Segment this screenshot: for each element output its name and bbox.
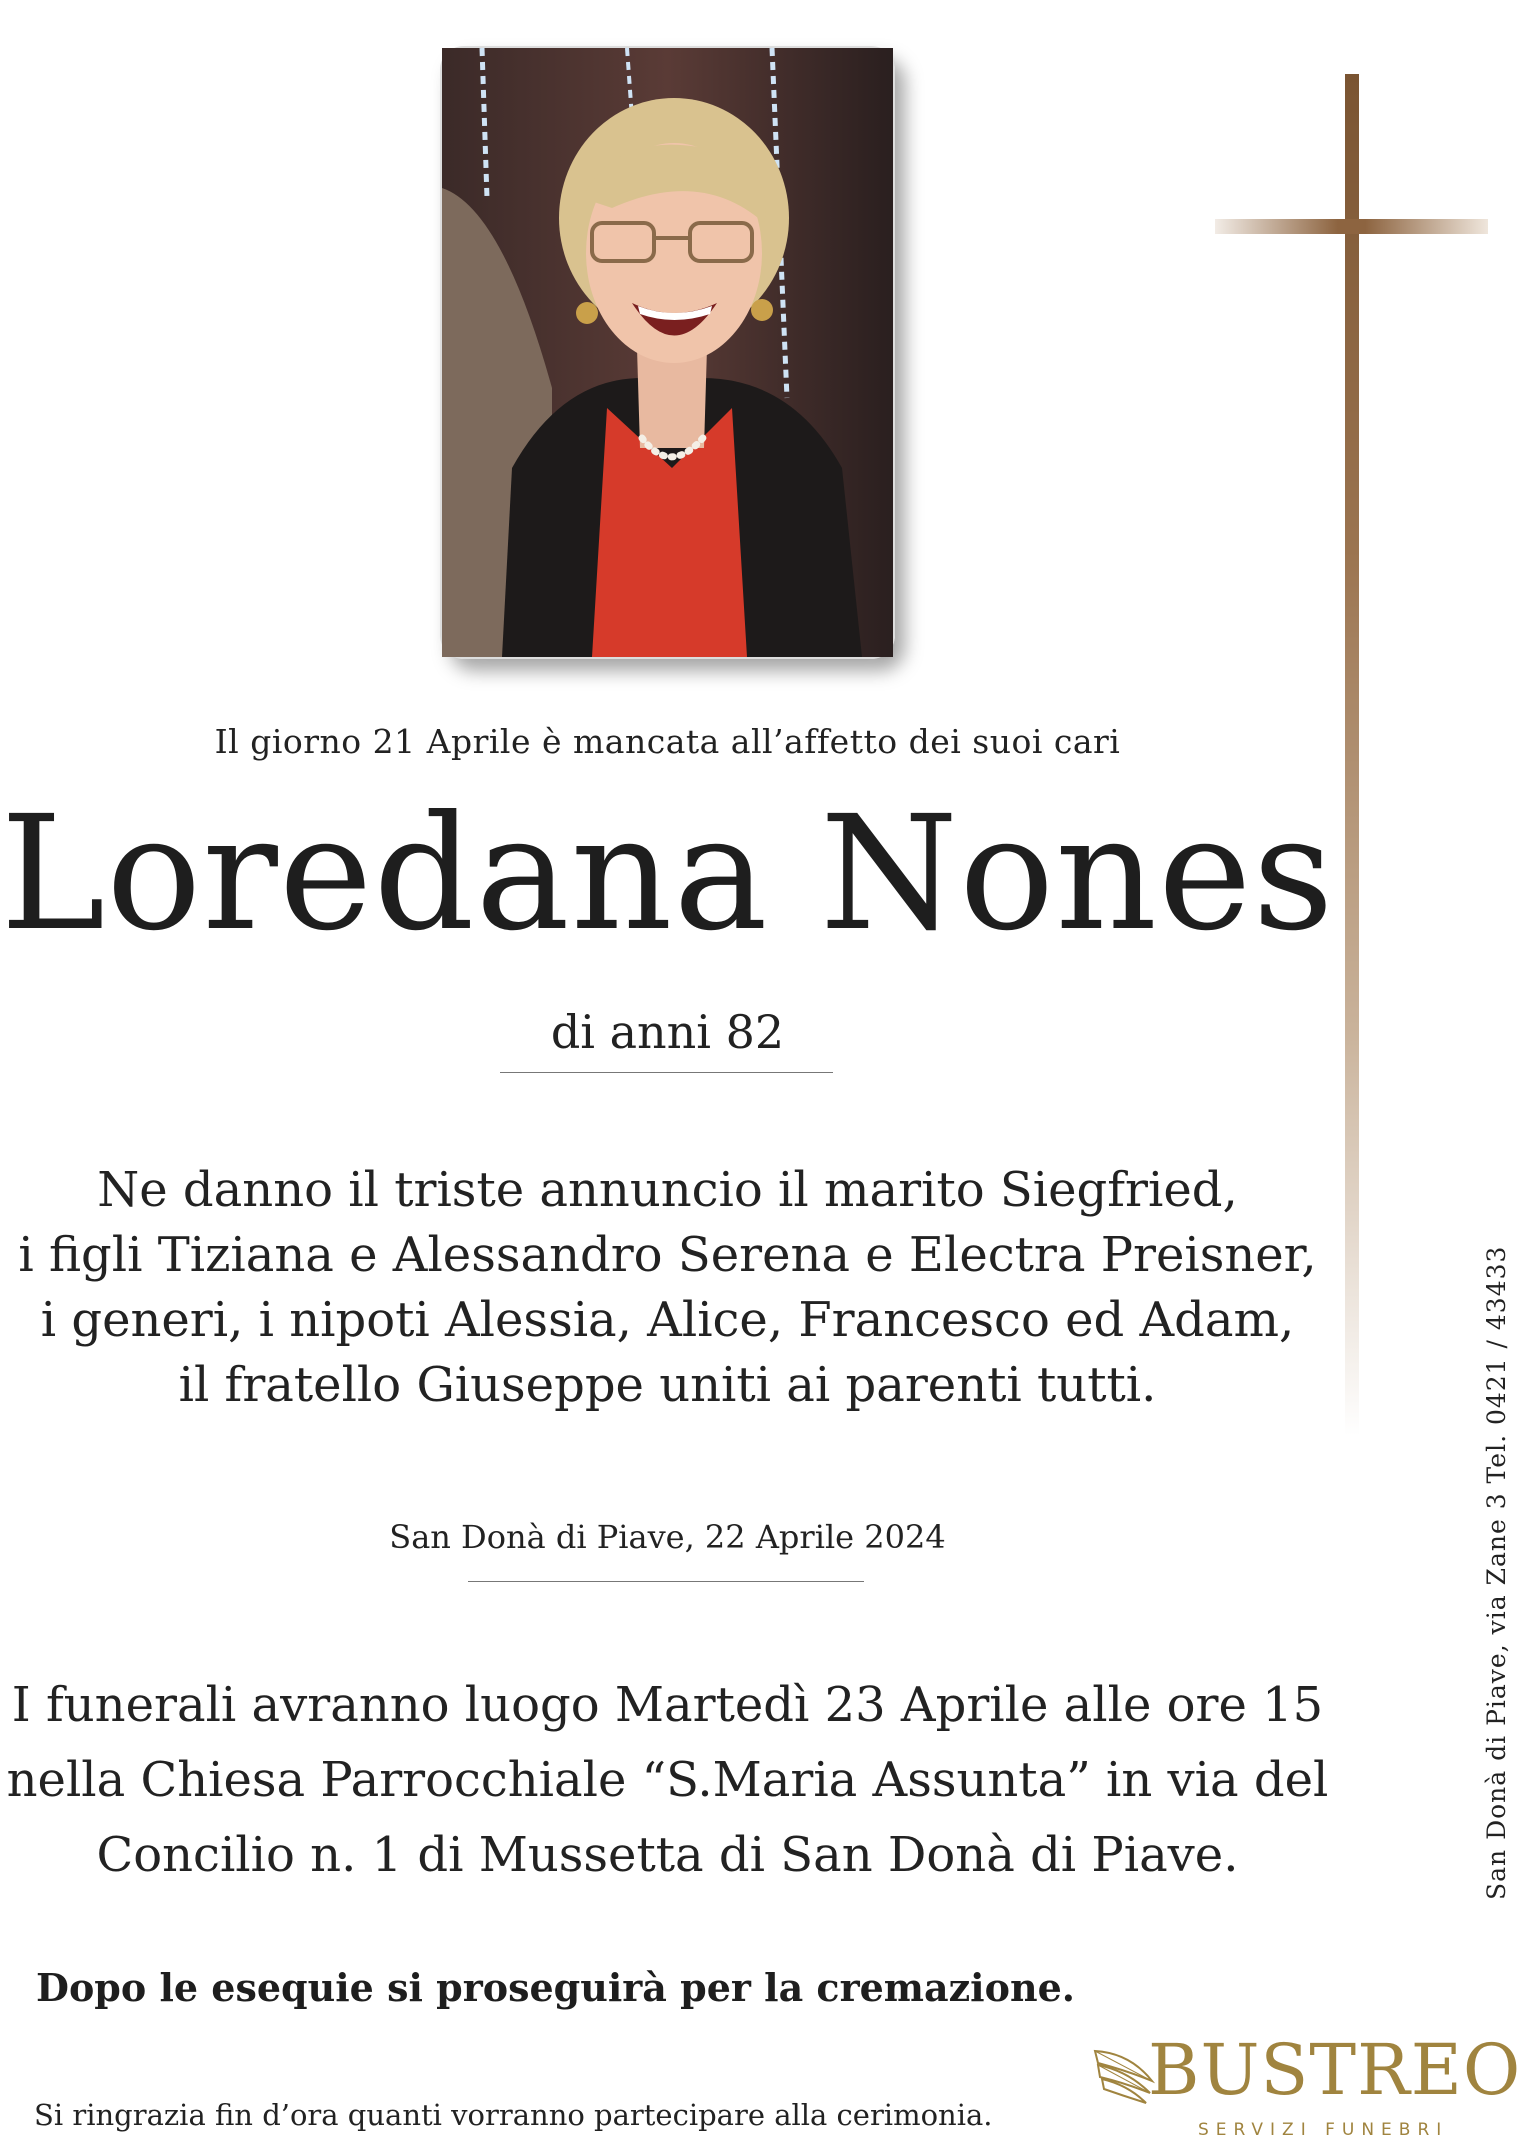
cross-vertical-beam — [1345, 74, 1359, 1436]
funeral-line: nella Chiesa Parrocchiale “S.Maria Assunta” in via del — [6, 1752, 1329, 1808]
date-place: San Donà di Piave, 22 Aprile 2024 — [389, 1518, 946, 1556]
funeral-home-logo — [1090, 2029, 1521, 2145]
date-divider — [468, 1581, 864, 1582]
announcement-line: i figli Tiziana e Alessandro Serena e Electra Preisner, — [18, 1227, 1317, 1283]
portrait-illustration — [442, 48, 893, 657]
funeral-home-contact: San Donà di Piave, via Zane 3 Tel. 0421 / 43433 — [1482, 1245, 1511, 1900]
cross-horizontal-beam — [1215, 219, 1488, 234]
deceased-name: Loredana Nones — [0, 782, 1335, 966]
logo-tagline: SERVIZI FUNEBRI — [1198, 2120, 1449, 2140]
announcement-line: i generi, i nipoti Alessia, Alice, Francesco ed Adam, — [40, 1292, 1295, 1348]
announcement-block — [0, 1158, 1335, 1418]
age-divider — [500, 1072, 833, 1073]
announcement-line: Ne danno il triste annuncio il marito Siegfried, — [97, 1162, 1238, 1218]
cremation-note: Dopo le esequie si proseguirà per la cremazione. — [36, 1965, 1075, 2010]
intro-text: Il giorno 21 Aprile è mancata all’affetto dei suoi cari — [214, 722, 1121, 761]
funeral-details-block — [0, 1668, 1335, 1893]
thanks-note: Si ringrazia fin d’ora quanti vorranno partecipare alla cerimonia. — [34, 2098, 993, 2132]
deceased-age: di anni 82 — [550, 1005, 785, 1059]
announcement-line: il fratello Giuseppe uniti ai parenti tutti. — [178, 1357, 1157, 1413]
funeral-line: I funerali avranno luogo Martedì 23 Aprile alle ore 15 — [11, 1677, 1324, 1733]
deceased-portrait-photo — [440, 46, 895, 659]
funeral-line: Concilio n. 1 di Mussetta di San Donà di Piave. — [96, 1827, 1239, 1883]
logo-wordmark: BUSTREO — [1148, 2029, 1521, 2111]
